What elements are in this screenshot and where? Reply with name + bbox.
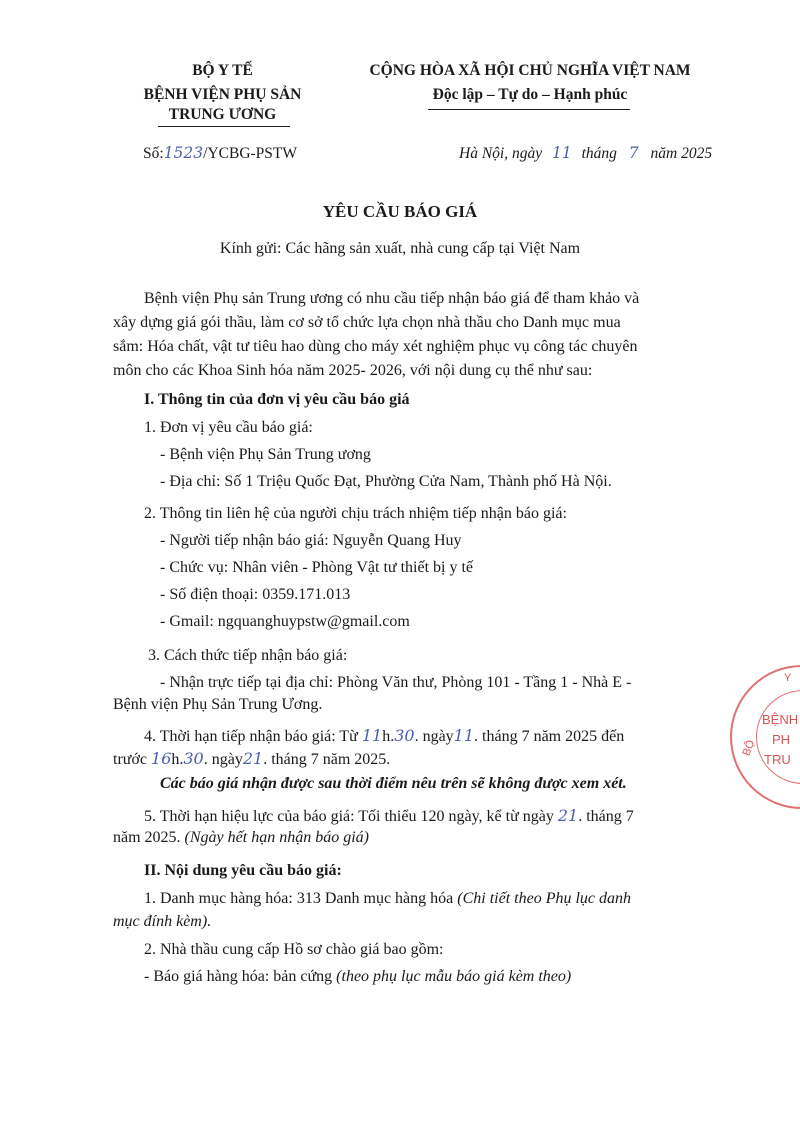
late-submission-warning: Các báo giá nhận được sau thời điểm nêu trên sẽ không được xem xét.	[160, 775, 627, 792]
item4-minute-end: 30	[183, 749, 204, 768]
date-prefix: Hà Nội, ngày	[459, 145, 543, 162]
item4-h2: h.	[171, 751, 184, 768]
item4-month-year: tháng 7 năm 2025 đến	[482, 728, 625, 745]
section1-item3-method-cont: Bệnh viện Phụ Sản Trung Ương.	[113, 696, 323, 713]
doc-number-prefix: Số:	[143, 145, 164, 162]
document-date	[459, 144, 712, 163]
section2-item1-line2: mục đính kèm).	[113, 913, 212, 930]
section2-item1-text: 1. Danh mục hàng hóa: 313 Danh mục hàng hóa	[144, 890, 454, 907]
contact-phone: - Số điện thoại: 0359.171.013	[160, 586, 351, 603]
section2-item2-note: (theo phụ lục mẫu báo giá kèm theo)	[336, 968, 572, 985]
item4-day-label2: ngày	[211, 751, 243, 768]
item4-day-start: 11	[453, 726, 475, 745]
header-right-underline	[428, 109, 630, 110]
section2-item2-text: - Báo giá hàng hóa: bản cứng	[144, 968, 333, 985]
item4-hour-start: 11	[361, 726, 383, 745]
doc-number-handwritten: 1523	[163, 144, 204, 162]
section2-item1-line1	[144, 890, 631, 908]
intro-line-4: môn cho các Khoa Sinh hóa năm 2025- 2026, với nội dung cụ thể như sau:	[113, 362, 593, 379]
section2-item2-line	[144, 968, 571, 986]
item5-month: tháng 7	[586, 808, 634, 825]
intro-line-3: sắm: Hóa chất, vật tư tiêu hao dùng cho máy xét nghiệm phục vụ công tác chuyên	[113, 338, 638, 355]
section1-item1-address: - Địa chỉ: Số 1 Triệu Quốc Đạt, Phường Cửa Nam, Thành phố Hà Nội.	[160, 473, 612, 490]
document-title: YÊU CẦU BÁO GIÁ	[322, 202, 478, 221]
section1-item4-line1: 4. Thời hạn tiếp nhận báo giá: Từ 11h.30. ngày11. tháng 7 năm 2025 đến	[144, 726, 625, 745]
stamp-text-1: BỆNH	[762, 712, 799, 727]
recipient-line: Kính gửi: Các hãng sản xuất, nhà cung cấp tại Việt Nam	[219, 240, 581, 257]
hospital-name-line2: TRUNG ƯƠNG	[168, 106, 277, 123]
item4-h: h.	[382, 728, 395, 745]
item4-day-label: ngày	[422, 728, 454, 745]
item5-year: năm 2025.	[113, 829, 181, 846]
date-month-handwritten: 7	[628, 144, 639, 162]
date-year: năm 2025	[650, 145, 713, 162]
date-month-label: tháng	[581, 145, 617, 162]
header-left-underline	[158, 126, 290, 127]
section1-heading: I. Thông tin của đơn vị yêu cầu báo giá	[144, 391, 410, 408]
item5-text: 5. Thời hạn hiệu lực của báo giá: Tối thiểu 120 ngày, kể từ ngày	[144, 808, 554, 825]
stamp-text-4: BỘ	[740, 738, 758, 758]
stamp-text-2: PH	[772, 732, 791, 747]
section2-heading: II. Nội dung yêu cầu báo giá:	[144, 862, 342, 879]
contact-position: - Chức vụ: Nhân viên - Phòng Vật tư thiết bị y tế	[160, 559, 474, 576]
date-day-handwritten: 11	[551, 144, 572, 162]
item5-day: 21	[557, 806, 579, 825]
document-number	[143, 144, 297, 163]
nation-name: CỘNG HÒA XÃ HỘI CHỦ NGHĨA VIỆT NAM	[369, 62, 691, 79]
hospital-name-line1: BỆNH VIỆN PHỤ SẢN	[143, 86, 302, 103]
intro-line-1: Bệnh viện Phụ sản Trung ương có nhu cầu tiếp nhận báo giá để tham khảo và	[144, 290, 640, 307]
section1-item5-line2	[113, 829, 369, 847]
section1-item3-method: - Nhận trực tiếp tại địa chỉ: Phòng Văn thư, Phòng 101 - Tầng 1 - Nhà E -	[160, 674, 632, 691]
section2-item1-note: (Chi tiết theo Phụ lục danh	[457, 890, 632, 907]
item4-day-end: 21	[242, 749, 264, 768]
section1-item2: 2. Thông tin liên hệ của người chịu trách nhiệm tiếp nhận báo giá:	[144, 505, 567, 522]
item4-text: 4. Thời hạn tiếp nhận báo giá: Từ	[144, 728, 358, 745]
stamp-text-5: Y	[784, 672, 792, 684]
intro-line-2: xây dựng giá gói thầu, làm cơ sở tổ chức lựa chọn nhà thầu cho Danh mục mua	[113, 314, 621, 331]
ministry-name: BỘ Y TẾ	[192, 62, 253, 79]
section1-item3: 3. Cách thức tiếp nhận báo giá:	[148, 647, 348, 664]
national-motto: Độc lập – Tự do – Hạnh phúc	[432, 86, 628, 103]
section1-item1-unit: - Bệnh viện Phụ Sản Trung ương	[160, 446, 371, 463]
contact-email: - Gmail: ngquanghuypstw@gmail.com	[160, 613, 410, 630]
doc-number-suffix: /YCBG-PSTW	[203, 145, 298, 162]
item4-month-year2: tháng 7 năm 2025.	[271, 751, 391, 768]
item5-note: (Ngày hết hạn nhận báo giá)	[184, 829, 369, 846]
contact-person: - Người tiếp nhận báo giá: Nguyễn Quang Huy	[160, 532, 462, 549]
section2-item2: 2. Nhà thầu cung cấp Hồ sơ chào giá bao gồm:	[144, 941, 444, 958]
section1-item4-line2: trước 16h.30. ngày21. tháng 7 năm 2025.	[113, 749, 391, 768]
item4-minute-start: 30	[394, 726, 415, 745]
section1-item1: 1. Đơn vị yêu cầu báo giá:	[144, 419, 313, 436]
item4-hour-end: 16	[151, 749, 172, 768]
stamp-text-3: TRU	[764, 752, 791, 767]
item4-before: trước	[113, 751, 148, 768]
section1-item5-line1: 5. Thời hạn hiệu lực của báo giá: Tối thiểu 120 ngày, kể từ ngày 21. tháng 7	[144, 806, 634, 825]
